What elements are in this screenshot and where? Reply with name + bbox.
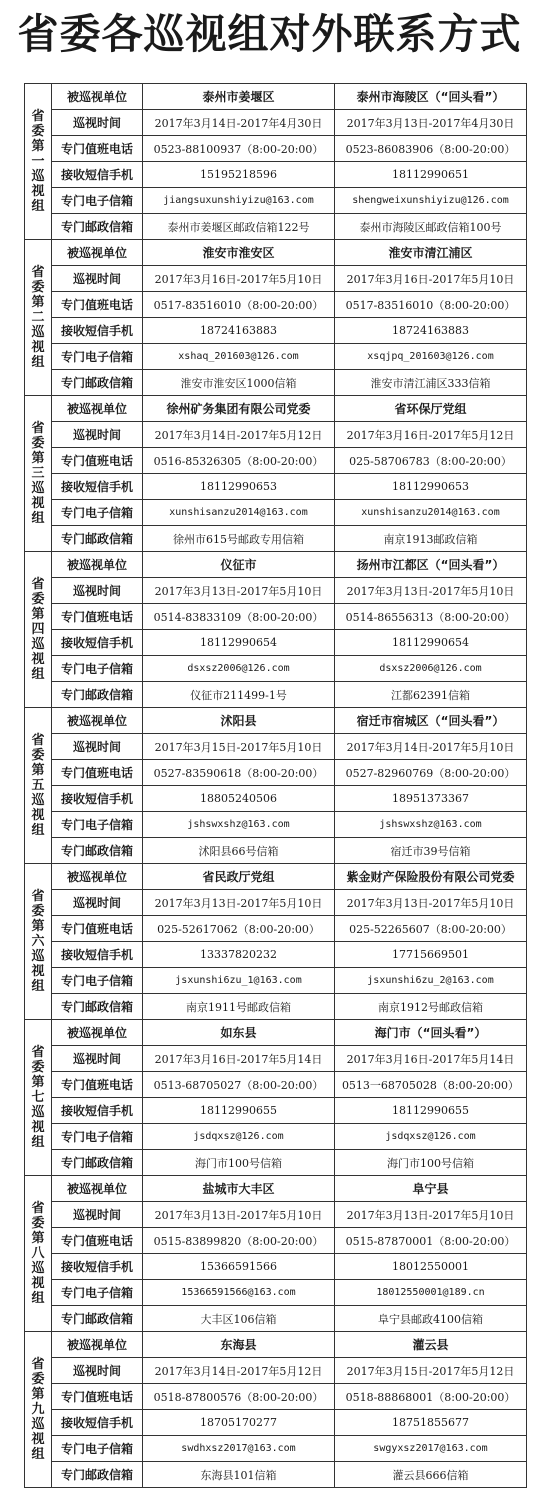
group-name: 省 委 第 六 巡 视 组 <box>25 864 52 1020</box>
postbox-cell: 江都62391信箱 <box>335 682 527 708</box>
sms-row <box>25 1098 527 1124</box>
sms-cell: 15195218596 <box>143 162 335 188</box>
phone-row <box>25 760 527 786</box>
email-cell: jsxunshi6zu_2@163.com <box>335 968 527 994</box>
row-label: 专门邮政信箱 <box>52 1150 143 1176</box>
group-name: 省 委 第 七 巡 视 组 <box>25 1020 52 1176</box>
postbox-cell: 南京1913邮政信箱 <box>335 526 527 552</box>
row-label: 专门邮政信箱 <box>52 1306 143 1332</box>
sms-cell: 18112990655 <box>335 1098 527 1124</box>
time-cell: 2017年3月16日-2017年5月12日 <box>335 422 527 448</box>
postbox-cell: 阜宁县邮政4100信箱 <box>335 1306 527 1332</box>
unit-row <box>25 552 527 578</box>
group-name: 省 委 第 九 巡 视 组 <box>25 1332 52 1488</box>
postbox-cell: 沭阳县66号信箱 <box>143 838 335 864</box>
unit-row <box>25 84 527 110</box>
row-label: 被巡视单位 <box>52 864 143 890</box>
phone-cell: 0527-83590618（8:00-20:00） <box>143 760 335 786</box>
postbox-cell: 南京1912号邮政信箱 <box>335 994 527 1020</box>
row-label: 巡视时间 <box>52 422 143 448</box>
unit-row <box>25 240 527 266</box>
row-label: 专门邮政信箱 <box>52 214 143 240</box>
time-cell: 2017年3月16日-2017年5月10日 <box>143 266 335 292</box>
time-row <box>25 734 527 760</box>
phone-cell: 0515-87870001（8:00-20:00） <box>335 1228 527 1254</box>
sms-cell: 18112990654 <box>335 630 527 656</box>
row-label: 专门值班电话 <box>52 1384 143 1410</box>
email-cell: xshaq_201603@126.com <box>143 344 335 370</box>
phone-cell: 025-52265607（8:00-20:00） <box>335 916 527 942</box>
postbox-row <box>25 1462 527 1488</box>
phone-cell: 0523-86083906（8:00-20:00） <box>335 136 527 162</box>
sms-cell: 18112990655 <box>143 1098 335 1124</box>
sms-row <box>25 474 527 500</box>
sms-cell: 18724163883 <box>335 318 527 344</box>
unit-cell: 阜宁县 <box>335 1176 527 1202</box>
row-label: 专门电子信箱 <box>52 1280 143 1306</box>
unit-cell: 紫金财产保险股份有限公司党委 <box>335 864 527 890</box>
row-label: 被巡视单位 <box>52 708 143 734</box>
row-label: 专门电子信箱 <box>52 812 143 838</box>
time-row <box>25 1358 527 1384</box>
row-label: 被巡视单位 <box>52 1176 143 1202</box>
sms-row <box>25 318 527 344</box>
row-label: 专门值班电话 <box>52 760 143 786</box>
phone-cell: 0518-88868001（8:00-20:00） <box>335 1384 527 1410</box>
sms-cell: 18112990653 <box>335 474 527 500</box>
row-label: 被巡视单位 <box>52 1020 143 1046</box>
postbox-cell: 宿迁市39号信箱 <box>335 838 527 864</box>
row-label: 接收短信手机 <box>52 474 143 500</box>
unit-cell: 省民政厅党组 <box>143 864 335 890</box>
email-cell: 18012550001@189.cn <box>335 1280 527 1306</box>
postbox-cell: 海门市100号信箱 <box>143 1150 335 1176</box>
postbox-row <box>25 682 527 708</box>
email-row <box>25 812 527 838</box>
email-cell: shengweixunshiyizu@126.com <box>335 188 527 214</box>
phone-cell: 0517-83516010（8:00-20:00） <box>335 292 527 318</box>
postbox-row <box>25 994 527 1020</box>
sms-cell: 18951373367 <box>335 786 527 812</box>
email-cell: dsxsz2006@126.com <box>335 656 527 682</box>
row-label: 接收短信手机 <box>52 942 143 968</box>
time-cell: 2017年3月16日-2017年5月14日 <box>143 1046 335 1072</box>
time-row <box>25 578 527 604</box>
row-label: 专门邮政信箱 <box>52 994 143 1020</box>
time-row <box>25 1046 527 1072</box>
row-label: 专门电子信箱 <box>52 1436 143 1462</box>
email-cell: swdhxsz2017@163.com <box>143 1436 335 1462</box>
phone-cell: 0523-88100937（8:00-20:00） <box>143 136 335 162</box>
phone-cell: 0515-83899820（8:00-20:00） <box>143 1228 335 1254</box>
row-label: 专门值班电话 <box>52 916 143 942</box>
row-label: 巡视时间 <box>52 1202 143 1228</box>
row-label: 专门电子信箱 <box>52 968 143 994</box>
postbox-cell: 徐州市615号邮政专用信箱 <box>143 526 335 552</box>
sms-cell: 18751855677 <box>335 1410 527 1436</box>
unit-row <box>25 1332 527 1358</box>
email-cell: dsxsz2006@126.com <box>143 656 335 682</box>
postbox-cell: 淮安市淮安区1000信箱 <box>143 370 335 396</box>
email-cell: jsdqxsz@126.com <box>335 1124 527 1150</box>
unit-cell: 宿迁市宿城区（“回头看”） <box>335 708 527 734</box>
row-label: 专门邮政信箱 <box>52 682 143 708</box>
sms-cell: 18112990653 <box>143 474 335 500</box>
time-cell: 2017年3月13日-2017年5月10日 <box>143 578 335 604</box>
row-label: 巡视时间 <box>52 890 143 916</box>
row-label: 专门电子信箱 <box>52 188 143 214</box>
postbox-cell: 淮安市清江浦区333信箱 <box>335 370 527 396</box>
sms-cell: 18112990651 <box>335 162 527 188</box>
email-cell: jsdqxsz@126.com <box>143 1124 335 1150</box>
row-label: 接收短信手机 <box>52 162 143 188</box>
sms-cell: 15366591566 <box>143 1254 335 1280</box>
email-cell: jiangsuxunshiyizu@163.com <box>143 188 335 214</box>
unit-cell: 灌云县 <box>335 1332 527 1358</box>
time-row <box>25 110 527 136</box>
sms-row <box>25 786 527 812</box>
row-label: 专门值班电话 <box>52 1072 143 1098</box>
phone-row <box>25 292 527 318</box>
postbox-cell: 海门市100号信箱 <box>335 1150 527 1176</box>
row-label: 被巡视单位 <box>52 396 143 422</box>
email-cell: xsqjpq_201603@126.com <box>335 344 527 370</box>
sms-row <box>25 630 527 656</box>
row-label: 专门值班电话 <box>52 604 143 630</box>
unit-cell: 沭阳县 <box>143 708 335 734</box>
time-cell: 2017年3月13日-2017年5月10日 <box>143 1202 335 1228</box>
time-cell: 2017年3月14日-2017年5月12日 <box>143 1358 335 1384</box>
row-label: 接收短信手机 <box>52 786 143 812</box>
phone-cell: 0518-87800576（8:00-20:00） <box>143 1384 335 1410</box>
time-cell: 2017年3月14日-2017年5月10日 <box>335 734 527 760</box>
email-cell: xunshisanzu2014@163.com <box>143 500 335 526</box>
postbox-cell: 仪征市211499-1号 <box>143 682 335 708</box>
time-row <box>25 1202 527 1228</box>
row-label: 专门值班电话 <box>52 136 143 162</box>
postbox-cell: 泰州市海陵区邮政信箱100号 <box>335 214 527 240</box>
sms-row <box>25 1254 527 1280</box>
time-cell: 2017年3月16日-2017年5月14日 <box>335 1046 527 1072</box>
phone-row <box>25 1228 527 1254</box>
sms-row <box>25 1410 527 1436</box>
row-label: 专门值班电话 <box>52 448 143 474</box>
phone-cell: 0517-83516010（8:00-20:00） <box>143 292 335 318</box>
phone-row <box>25 448 527 474</box>
group-name: 省 委 第 三 巡 视 组 <box>25 396 52 552</box>
group-name: 省 委 第 五 巡 视 组 <box>25 708 52 864</box>
phone-cell: 0513-68705027（8:00-20:00） <box>143 1072 335 1098</box>
time-cell: 2017年3月14日-2017年4月30日 <box>143 110 335 136</box>
time-cell: 2017年3月13日-2017年5月10日 <box>143 890 335 916</box>
time-row <box>25 422 527 448</box>
sms-cell: 18012550001 <box>335 1254 527 1280</box>
row-label: 专门电子信箱 <box>52 344 143 370</box>
row-label: 专门值班电话 <box>52 292 143 318</box>
email-row <box>25 1436 527 1462</box>
phone-cell: 0514-86556313（8:00-20:00） <box>335 604 527 630</box>
postbox-cell: 大丰区106信箱 <box>143 1306 335 1332</box>
time-row <box>25 890 527 916</box>
unit-cell: 东海县 <box>143 1332 335 1358</box>
time-row <box>25 266 527 292</box>
email-row <box>25 968 527 994</box>
email-row <box>25 1124 527 1150</box>
sms-cell: 18112990654 <box>143 630 335 656</box>
unit-cell: 淮安市淮安区 <box>143 240 335 266</box>
time-cell: 2017年3月13日-2017年5月10日 <box>335 1202 527 1228</box>
group-name: 省 委 第 四 巡 视 组 <box>25 552 52 708</box>
unit-cell: 徐州矿务集团有限公司党委 <box>143 396 335 422</box>
time-cell: 2017年3月15日-2017年5月12日 <box>335 1358 527 1384</box>
postbox-cell: 灌云县666信箱 <box>335 1462 527 1488</box>
row-label: 专门邮政信箱 <box>52 526 143 552</box>
email-cell: 15366591566@163.com <box>143 1280 335 1306</box>
unit-cell: 淮安市清江浦区 <box>335 240 527 266</box>
time-cell: 2017年3月15日-2017年5月10日 <box>143 734 335 760</box>
row-label: 巡视时间 <box>52 110 143 136</box>
row-label: 接收短信手机 <box>52 1098 143 1124</box>
page-title: 省委各巡视组对外联系方式 <box>17 10 522 58</box>
row-label: 巡视时间 <box>52 1358 143 1384</box>
phone-cell: 0514-83833109（8:00-20:00） <box>143 604 335 630</box>
email-row <box>25 188 527 214</box>
phone-cell: 0513一68705028（8:00-20:00） <box>335 1072 527 1098</box>
phone-cell: 0527-82960769（8:00-20:00） <box>335 760 527 786</box>
row-label: 专门邮政信箱 <box>52 838 143 864</box>
email-row <box>25 500 527 526</box>
postbox-cell: 东海县101信箱 <box>143 1462 335 1488</box>
phone-cell: 0516-85326305（8:00-20:00） <box>143 448 335 474</box>
time-cell: 2017年3月16日-2017年5月10日 <box>335 266 527 292</box>
unit-row <box>25 1020 527 1046</box>
postbox-row <box>25 526 527 552</box>
unit-cell: 泰州市姜堰区 <box>143 84 335 110</box>
row-label: 被巡视单位 <box>52 552 143 578</box>
row-label: 巡视时间 <box>52 734 143 760</box>
phone-row <box>25 604 527 630</box>
row-label: 巡视时间 <box>52 266 143 292</box>
phone-cell: 025-58706783（8:00-20:00） <box>335 448 527 474</box>
row-label: 被巡视单位 <box>52 84 143 110</box>
postbox-row <box>25 214 527 240</box>
unit-row <box>25 396 527 422</box>
row-label: 被巡视单位 <box>52 1332 143 1358</box>
unit-row <box>25 864 527 890</box>
phone-row <box>25 1072 527 1098</box>
sms-cell: 13337820232 <box>143 942 335 968</box>
unit-cell: 省环保厅党组 <box>335 396 527 422</box>
time-cell: 2017年3月13日-2017年5月10日 <box>335 578 527 604</box>
row-label: 接收短信手机 <box>52 1410 143 1436</box>
row-label: 专门邮政信箱 <box>52 1462 143 1488</box>
postbox-row <box>25 838 527 864</box>
time-cell: 2017年3月13日-2017年4月30日 <box>335 110 527 136</box>
phone-cell: 025-52617062（8:00-20:00） <box>143 916 335 942</box>
sms-cell: 18724163883 <box>143 318 335 344</box>
phone-row <box>25 136 527 162</box>
group-name: 省 委 第 八 巡 视 组 <box>25 1176 52 1332</box>
row-label: 专门邮政信箱 <box>52 370 143 396</box>
row-label: 接收短信手机 <box>52 1254 143 1280</box>
unit-cell: 仪征市 <box>143 552 335 578</box>
row-label: 接收短信手机 <box>52 630 143 656</box>
sms-row <box>25 942 527 968</box>
email-cell: xunshisanzu2014@163.com <box>335 500 527 526</box>
email-row <box>25 344 527 370</box>
unit-cell: 扬州市江都区（“回头看”） <box>335 552 527 578</box>
group-name: 省 委 第 一 巡 视 组 <box>25 84 52 240</box>
postbox-cell: 南京1911号邮政信箱 <box>143 994 335 1020</box>
contact-table <box>24 83 527 1488</box>
unit-cell: 盐城市大丰区 <box>143 1176 335 1202</box>
phone-row <box>25 1384 527 1410</box>
sms-row <box>25 162 527 188</box>
email-row <box>25 656 527 682</box>
sms-cell: 18805240506 <box>143 786 335 812</box>
postbox-cell: 泰州市姜堰区邮政信箱122号 <box>143 214 335 240</box>
email-cell: jshswxshz@163.com <box>143 812 335 838</box>
time-cell: 2017年3月14日-2017年5月12日 <box>143 422 335 448</box>
sms-cell: 18705170277 <box>143 1410 335 1436</box>
row-label: 巡视时间 <box>52 1046 143 1072</box>
row-label: 专门电子信箱 <box>52 656 143 682</box>
unit-cell: 海门市（“回头看”） <box>335 1020 527 1046</box>
postbox-row <box>25 1306 527 1332</box>
unit-row <box>25 708 527 734</box>
unit-cell: 如东县 <box>143 1020 335 1046</box>
time-cell: 2017年3月13日-2017年5月10日 <box>335 890 527 916</box>
sms-cell: 17715669501 <box>335 942 527 968</box>
unit-cell: 泰州市海陵区（“回头看”） <box>335 84 527 110</box>
postbox-row <box>25 370 527 396</box>
row-label: 专门电子信箱 <box>52 500 143 526</box>
row-label: 专门值班电话 <box>52 1228 143 1254</box>
row-label: 专门电子信箱 <box>52 1124 143 1150</box>
email-cell: swgyxsz2017@163.com <box>335 1436 527 1462</box>
unit-row <box>25 1176 527 1202</box>
row-label: 巡视时间 <box>52 578 143 604</box>
postbox-row <box>25 1150 527 1176</box>
email-cell: jshswxshz@163.com <box>335 812 527 838</box>
email-row <box>25 1280 527 1306</box>
phone-row <box>25 916 527 942</box>
email-cell: jsxunshi6zu_1@163.com <box>143 968 335 994</box>
group-name: 省 委 第 二 巡 视 组 <box>25 240 52 396</box>
row-label: 被巡视单位 <box>52 240 143 266</box>
row-label: 接收短信手机 <box>52 318 143 344</box>
